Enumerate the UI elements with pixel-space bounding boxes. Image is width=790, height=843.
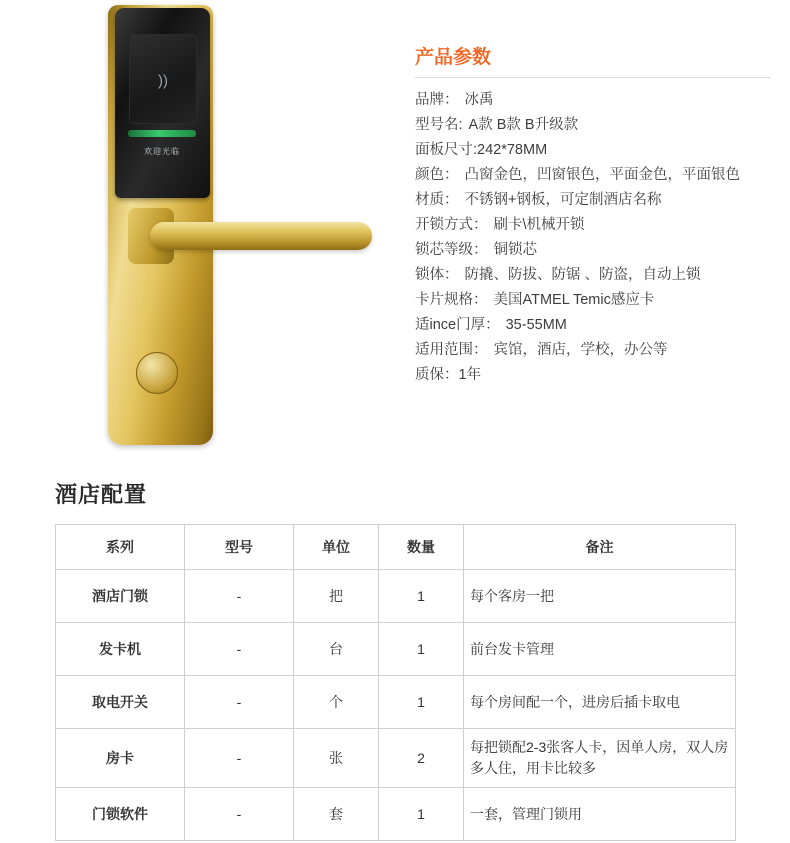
spec-row <box>415 138 770 163</box>
spec-row <box>415 313 770 338</box>
lock-front-panel <box>115 8 210 198</box>
cell-qty: 1 <box>379 788 464 841</box>
column-header-remark: 备注 <box>464 525 736 570</box>
table-row <box>56 623 736 676</box>
spec-value: 防撬、防拔、防锯 、防盗，自动上锁 <box>464 267 701 283</box>
spec-label: 颜色： <box>415 167 459 183</box>
cell-series: 取电开关 <box>56 676 185 729</box>
rfid-wave-icon: )) <box>158 72 168 90</box>
spec-value: 铜锁芯 <box>493 242 537 258</box>
spec-value: 不锈钢+钢板，可定制酒店名称 <box>464 192 662 208</box>
spec-list <box>415 88 770 388</box>
spec-label: 适用范围： <box>415 342 488 358</box>
spec-value: 美国ATMEL Temic感应卡 <box>493 292 655 308</box>
cell-remark: 每个客房一把 <box>464 570 736 623</box>
spec-value: 冰禹 <box>464 92 494 108</box>
cell-model: - <box>185 676 294 729</box>
cell-model: - <box>185 788 294 841</box>
column-header-qty: 数量 <box>379 525 464 570</box>
spec-row <box>415 363 770 388</box>
spec-label: 材质： <box>415 192 459 208</box>
mechanical-keyhole <box>136 352 178 394</box>
spec-row <box>415 188 770 213</box>
config-section-heading: 酒店配置 <box>55 482 148 507</box>
cell-qty: 2 <box>379 729 464 788</box>
cell-remark: 前台发卡管理 <box>464 623 736 676</box>
table-header-row <box>56 525 736 570</box>
table-row <box>56 729 736 788</box>
cell-model: - <box>185 623 294 676</box>
welcome-text: 欢迎光临 <box>144 147 180 156</box>
spec-row <box>415 238 770 263</box>
lock-handle <box>150 222 372 250</box>
cell-remark: 一套，管理门锁用 <box>464 788 736 841</box>
spec-row <box>415 88 770 113</box>
spec-row <box>415 288 770 313</box>
cell-model: - <box>185 570 294 623</box>
spec-divider <box>415 77 770 78</box>
table-row <box>56 676 736 729</box>
spec-value: 35-55MM <box>505 317 567 333</box>
spec-row <box>415 338 770 363</box>
led-indicator-strip <box>128 130 196 137</box>
cell-unit: 张 <box>294 729 379 788</box>
cell-model: - <box>185 729 294 788</box>
spec-row <box>415 263 770 288</box>
column-header-model: 型号 <box>185 525 294 570</box>
spec-panel-title: 产品参数 <box>415 47 492 68</box>
spec-label: 卡片规格： <box>415 292 488 308</box>
cell-series: 酒店门锁 <box>56 570 185 623</box>
cell-remark: 每个房间配一个，进房后插卡取电 <box>464 676 736 729</box>
cell-qty: 1 <box>379 570 464 623</box>
table-row <box>56 570 736 623</box>
spec-value: 刷卡\机械开锁 <box>493 217 585 233</box>
cell-unit: 把 <box>294 570 379 623</box>
spec-value: 凸窗金色，凹窗银色，平面金色，平面银色 <box>464 167 740 183</box>
spec-label: 面板尺寸:242*78MM <box>415 142 548 158</box>
spec-row <box>415 163 770 188</box>
table-row <box>56 788 736 841</box>
spec-value: 宾馆，酒店，学校，办公等 <box>493 342 668 358</box>
cell-remark: 每把锁配2-3张客人卡，因单人房，双人房多人住，用卡比较多 <box>464 729 736 788</box>
column-header-unit: 单位 <box>294 525 379 570</box>
card-reader-window <box>129 34 197 124</box>
spec-value: A款 B款 B升级款 <box>468 117 579 133</box>
spec-label: 适ince门厚： <box>415 317 500 333</box>
cell-series: 门锁软件 <box>56 788 185 841</box>
cell-series: 发卡机 <box>56 623 185 676</box>
spec-label: 锁芯等级： <box>415 242 488 258</box>
cell-qty: 1 <box>379 676 464 729</box>
spec-label: 品牌： <box>415 92 459 108</box>
spec-label: 开锁方式： <box>415 217 488 233</box>
cell-qty: 1 <box>379 623 464 676</box>
spec-label: 质保：1年 <box>415 367 482 383</box>
hotel-configuration-table <box>55 524 736 841</box>
spec-label: 锁体： <box>415 267 459 283</box>
spec-panel <box>415 42 770 388</box>
cell-series: 房卡 <box>56 729 185 788</box>
cell-unit: 个 <box>294 676 379 729</box>
spec-row <box>415 113 770 138</box>
column-header-series: 系列 <box>56 525 185 570</box>
cell-unit: 套 <box>294 788 379 841</box>
spec-row <box>415 213 770 238</box>
hotel-door-lock-photo <box>90 0 380 450</box>
cell-unit: 台 <box>294 623 379 676</box>
spec-label: 型号名: <box>415 117 463 133</box>
